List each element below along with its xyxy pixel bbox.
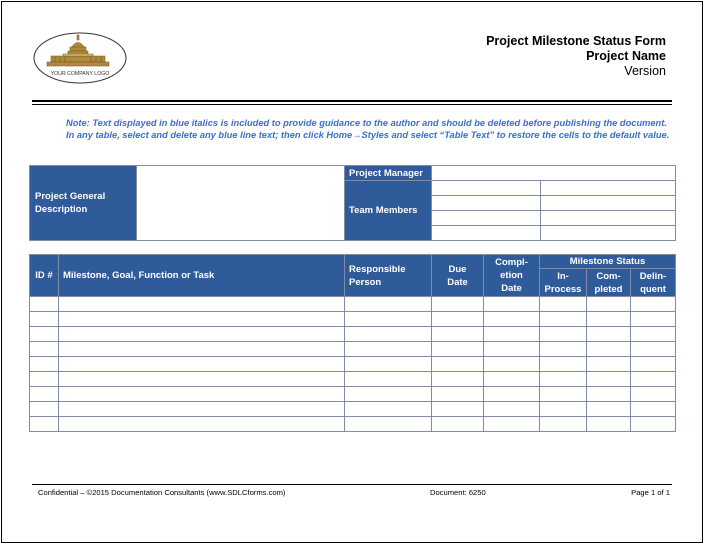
col-completed: Com-pleted xyxy=(587,269,631,297)
col-milestone: Milestone, Goal, Function or Task xyxy=(59,255,345,297)
table-cell[interactable] xyxy=(432,402,484,417)
table-cell[interactable] xyxy=(631,417,676,432)
table-cell[interactable] xyxy=(540,297,587,312)
footer-rule xyxy=(32,484,672,485)
table-cell[interactable] xyxy=(345,327,432,342)
table-cell[interactable] xyxy=(432,342,484,357)
header-rule-thin xyxy=(32,104,672,105)
version: Version xyxy=(624,64,666,78)
table-cell[interactable] xyxy=(484,312,540,327)
col-id: ID # xyxy=(30,255,59,297)
table-cell[interactable] xyxy=(631,297,676,312)
table-row xyxy=(30,372,676,387)
table-row xyxy=(30,402,676,417)
team-member-cell[interactable] xyxy=(432,211,541,226)
table-cell[interactable] xyxy=(345,312,432,327)
table-cell[interactable] xyxy=(59,297,345,312)
table-cell[interactable] xyxy=(59,342,345,357)
table-cell[interactable] xyxy=(587,342,631,357)
table-cell[interactable] xyxy=(631,357,676,372)
logo-text: YOUR COMPANY LOGO xyxy=(50,71,110,77)
table-cell[interactable] xyxy=(540,357,587,372)
table-row xyxy=(30,312,676,327)
table-cell[interactable] xyxy=(587,402,631,417)
table-cell[interactable] xyxy=(540,387,587,402)
table-row xyxy=(30,297,676,312)
project-name: Project Name xyxy=(586,49,666,63)
table-cell[interactable] xyxy=(30,372,59,387)
team-member-cell[interactable] xyxy=(541,226,676,241)
table-cell[interactable] xyxy=(432,387,484,402)
table-cell[interactable] xyxy=(587,372,631,387)
table-cell[interactable] xyxy=(59,372,345,387)
table-cell[interactable] xyxy=(432,297,484,312)
table-cell[interactable] xyxy=(484,387,540,402)
table-row xyxy=(30,357,676,372)
milestone-body xyxy=(30,297,676,432)
team-member-cell[interactable] xyxy=(541,181,676,196)
table-cell[interactable] xyxy=(587,357,631,372)
table-cell[interactable] xyxy=(631,387,676,402)
table-row xyxy=(30,417,676,432)
table-cell[interactable] xyxy=(345,342,432,357)
footer-confidential: Confidential – ©2015 Documentation Consultants (www.SDLCforms.com) xyxy=(38,488,286,497)
table-row xyxy=(30,327,676,342)
table-cell[interactable] xyxy=(540,327,587,342)
table-cell[interactable] xyxy=(540,417,587,432)
table-cell[interactable] xyxy=(59,312,345,327)
table-cell[interactable] xyxy=(432,327,484,342)
table-row xyxy=(30,387,676,402)
table-cell[interactable] xyxy=(484,417,540,432)
table-cell[interactable] xyxy=(631,402,676,417)
team-members-label: Team Members xyxy=(345,181,432,241)
table-cell[interactable] xyxy=(484,402,540,417)
table-cell[interactable] xyxy=(587,297,631,312)
table-cell[interactable] xyxy=(345,387,432,402)
table-cell[interactable] xyxy=(30,327,59,342)
table-cell[interactable] xyxy=(432,312,484,327)
title-block xyxy=(486,34,666,79)
table-cell[interactable] xyxy=(345,417,432,432)
table-cell[interactable] xyxy=(631,327,676,342)
project-general-table xyxy=(29,165,676,241)
table-cell[interactable] xyxy=(59,327,345,342)
project-manager-cell[interactable] xyxy=(432,166,676,181)
col-in-process: In-Process xyxy=(540,269,587,297)
table-cell[interactable] xyxy=(432,372,484,387)
table-cell[interactable] xyxy=(345,357,432,372)
table-cell[interactable] xyxy=(484,357,540,372)
table-cell[interactable] xyxy=(59,417,345,432)
table-cell[interactable] xyxy=(30,357,59,372)
table-cell[interactable] xyxy=(484,327,540,342)
team-member-cell[interactable] xyxy=(541,211,676,226)
milestone-table xyxy=(29,254,676,432)
table-cell[interactable] xyxy=(484,372,540,387)
col-milestone-status: Milestone Status xyxy=(540,255,676,269)
header-rule xyxy=(32,100,672,102)
company-logo xyxy=(33,32,127,84)
col-due-date: Due Date xyxy=(432,255,484,297)
table-cell[interactable] xyxy=(30,402,59,417)
team-member-cell[interactable] xyxy=(432,181,541,196)
table-cell[interactable] xyxy=(540,402,587,417)
table-cell[interactable] xyxy=(345,402,432,417)
table-cell[interactable] xyxy=(30,297,59,312)
col-completion-date: Compl-etion Date xyxy=(484,255,540,297)
table-cell[interactable] xyxy=(540,342,587,357)
guidance-note: Note: Text displayed in blue italics is included to provide guidance to the author and should be deleted before publishing the document. In any table, select and delete any blue line text; then click Home→Styles and select “Table Text” to restore the cells to the default value. xyxy=(66,118,670,140)
project-description-cell[interactable] xyxy=(137,166,345,241)
col-delinquent: Delin-quent xyxy=(631,269,676,297)
project-general-description-label: Project General Description xyxy=(30,166,137,241)
table-cell[interactable] xyxy=(59,402,345,417)
table-cell[interactable] xyxy=(30,342,59,357)
table-cell[interactable] xyxy=(540,372,587,387)
table-cell[interactable] xyxy=(59,357,345,372)
table-cell[interactable] xyxy=(345,297,432,312)
footer-page: Page 1 of 1 xyxy=(631,488,670,497)
table-cell[interactable] xyxy=(631,372,676,387)
table-cell[interactable] xyxy=(587,327,631,342)
team-member-cell[interactable] xyxy=(432,196,541,211)
table-cell[interactable] xyxy=(30,387,59,402)
col-responsible: Responsible Person xyxy=(345,255,432,297)
table-cell[interactable] xyxy=(587,387,631,402)
table-cell[interactable] xyxy=(631,312,676,327)
project-manager-label: Project Manager xyxy=(345,166,432,181)
table-cell[interactable] xyxy=(432,417,484,432)
team-member-cell[interactable] xyxy=(541,196,676,211)
footer-document: Document: 6250 xyxy=(430,488,486,497)
table-cell[interactable] xyxy=(484,297,540,312)
table-cell[interactable] xyxy=(30,417,59,432)
table-row xyxy=(30,342,676,357)
table-cell[interactable] xyxy=(59,387,345,402)
team-member-cell[interactable] xyxy=(432,226,541,241)
table-cell[interactable] xyxy=(587,417,631,432)
table-cell[interactable] xyxy=(587,312,631,327)
table-cell[interactable] xyxy=(345,372,432,387)
table-cell[interactable] xyxy=(631,342,676,357)
table-cell[interactable] xyxy=(432,357,484,372)
table-cell[interactable] xyxy=(30,312,59,327)
form-title: Project Milestone Status Form xyxy=(486,34,666,48)
table-cell[interactable] xyxy=(484,342,540,357)
table-cell[interactable] xyxy=(540,312,587,327)
